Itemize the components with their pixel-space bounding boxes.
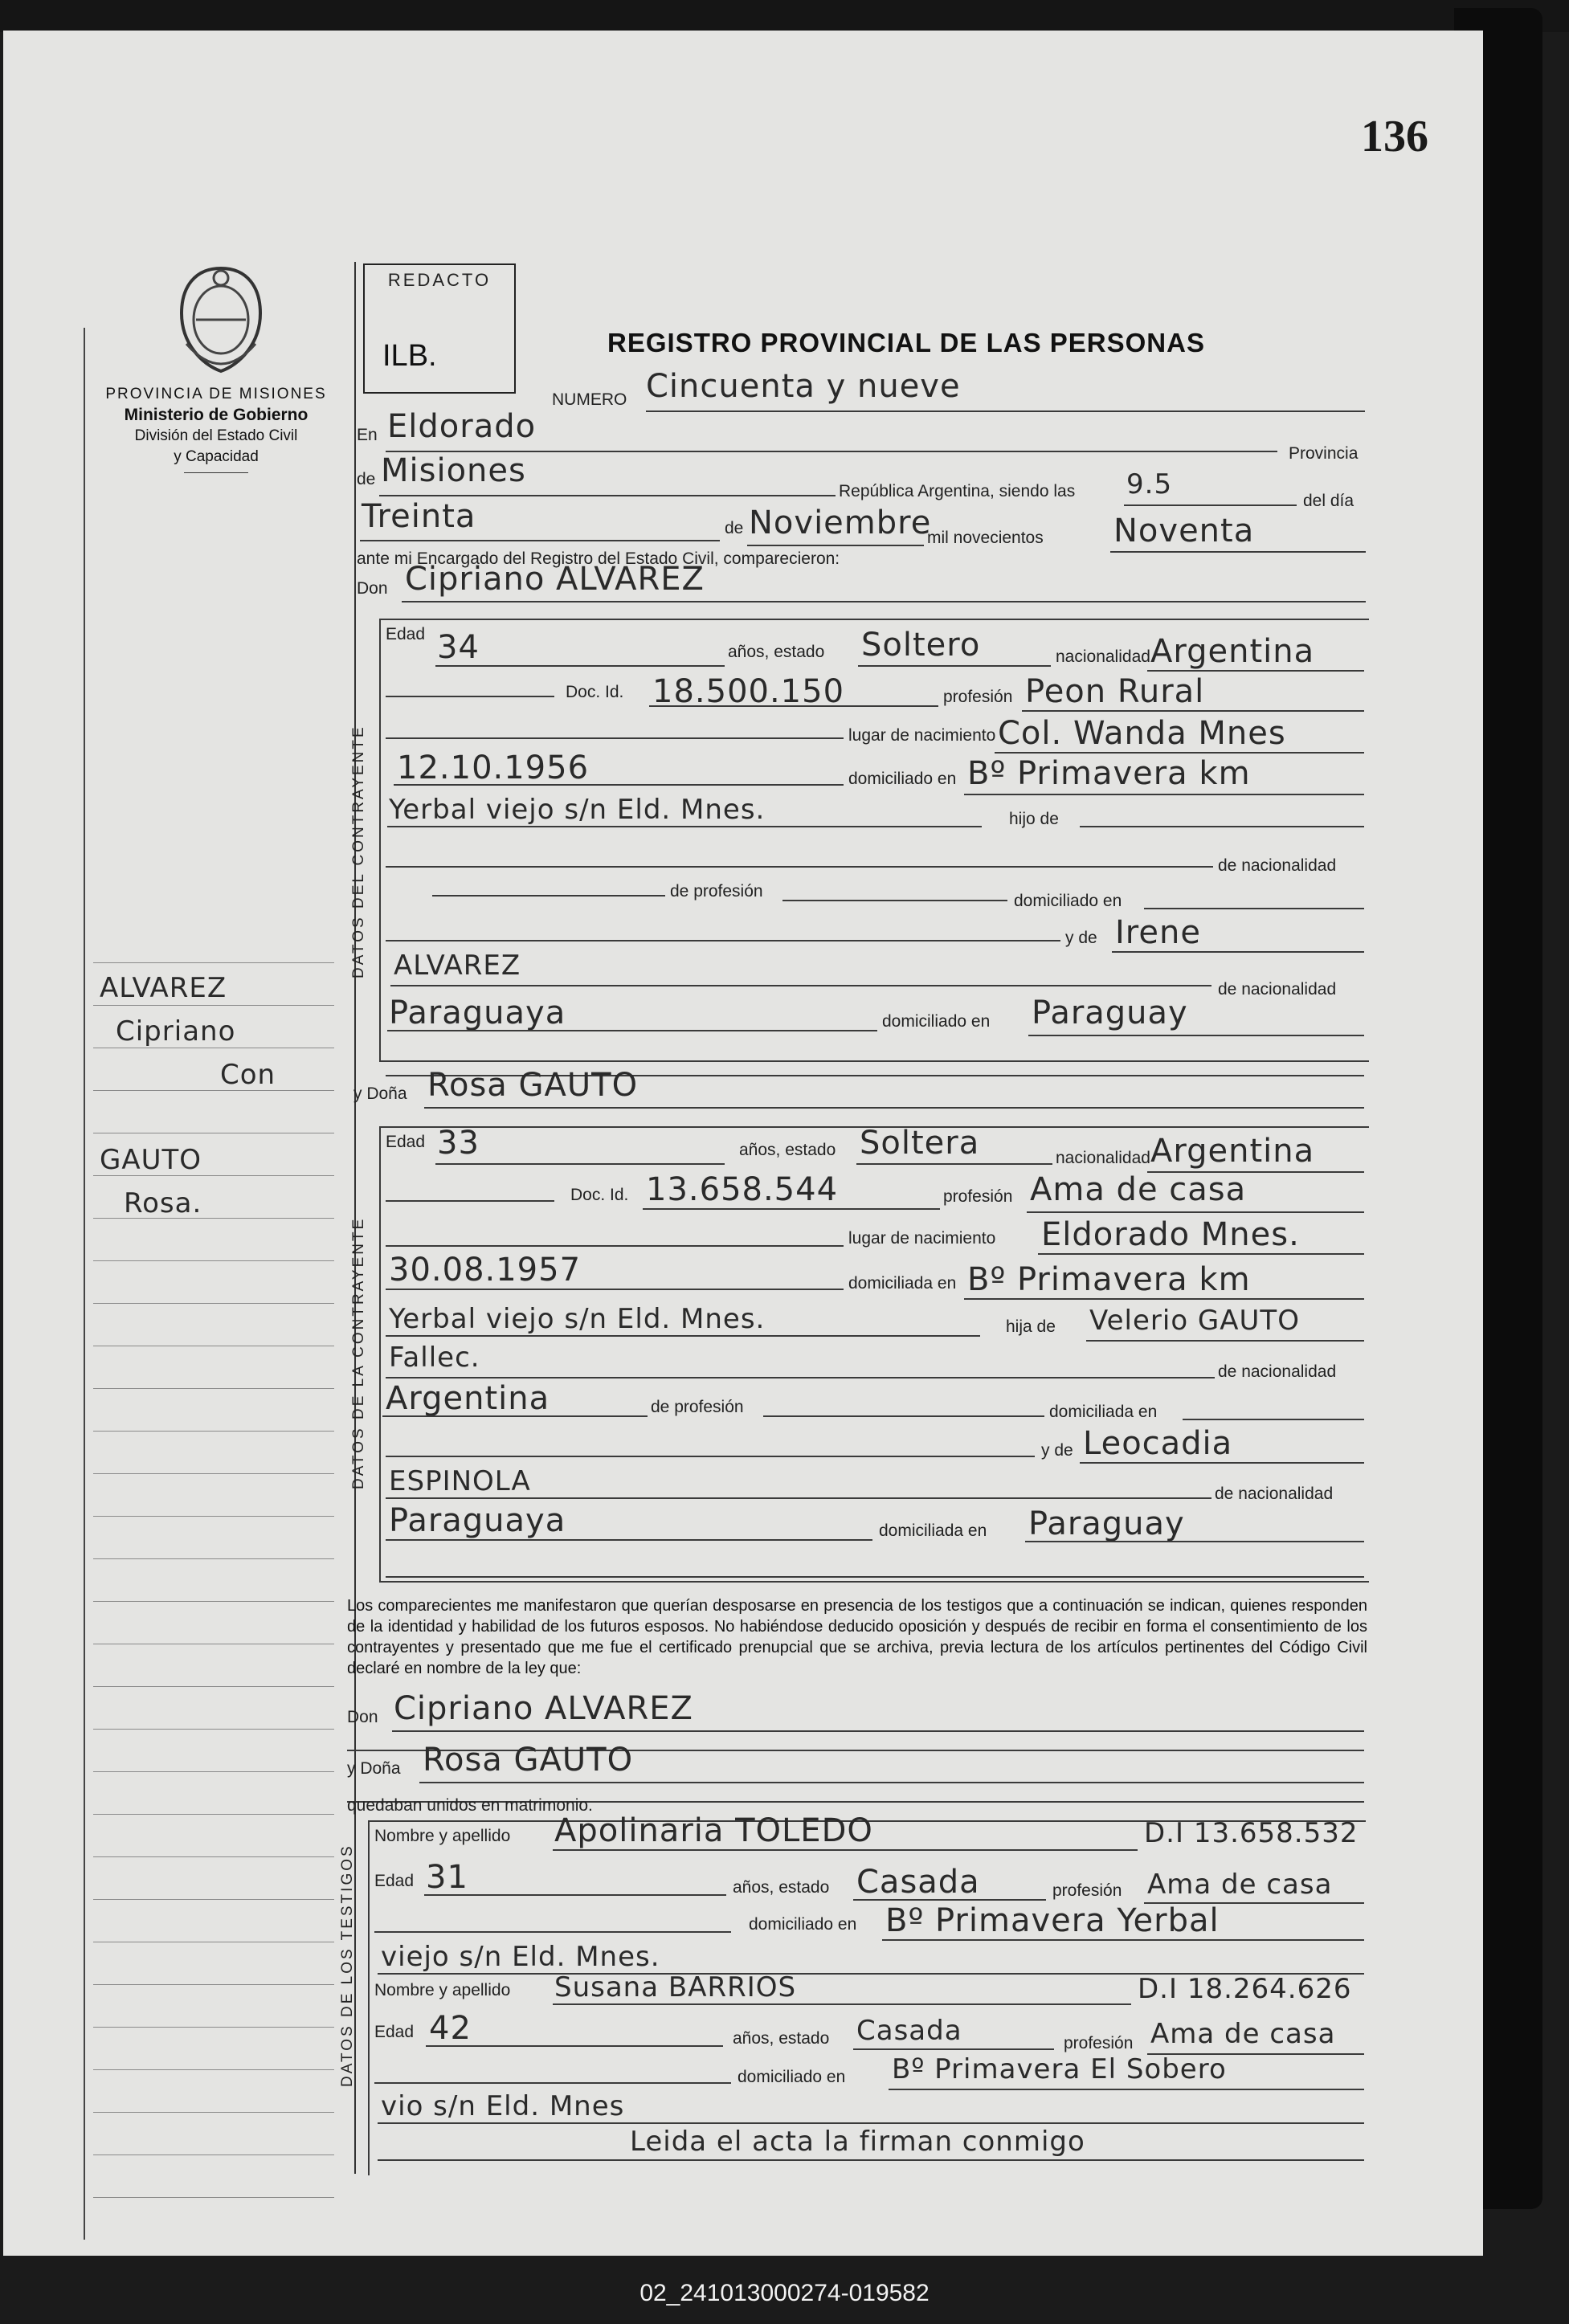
contrayente-section-label: DATOS DEL CONTRAYENTE [350, 725, 367, 978]
mes-line [747, 545, 924, 546]
margin-rule-line [93, 962, 334, 963]
contrayenta-doc-value: 13.658.544 [646, 1171, 839, 1208]
domicilio-value: Bº Primavera km [967, 755, 1251, 792]
margin-rule-line [93, 1473, 334, 1474]
doc-label: Doc. Id. [566, 683, 624, 701]
testigos-section-label: DATOS DE LOS TESTIGOS [339, 1844, 356, 2087]
margin-rule-line [93, 1005, 334, 1006]
nac-line [432, 895, 665, 897]
contrayenta-lugar-line [1038, 1253, 1364, 1255]
profesion-label: profesión [943, 688, 1013, 706]
margin-rule [84, 328, 85, 2240]
ante-label: ante mi Encargado del Registro del Estado Civil, comparecieron: [357, 549, 840, 568]
madre-nac-line [387, 1030, 877, 1031]
authority-divider [184, 472, 248, 473]
contrayenta-domicilio-value-2: Yerbal viejo s/n Eld. Mnes. [389, 1303, 766, 1335]
madre-nombre-value: Irene [1115, 914, 1201, 951]
margin-rule-line [93, 1303, 334, 1304]
contrayenta-doc-line [643, 1208, 940, 1210]
issuing-authority [84, 384, 349, 473]
margin-name-1: Cipriano [116, 1015, 236, 1048]
y-dona-line [424, 1107, 1364, 1109]
contrayenta-madre-line [1080, 1462, 1364, 1464]
t1-profesion-label: profesión [1052, 1881, 1122, 1900]
lugar-line [995, 752, 1364, 754]
contrayenta-edad-label: Edad [386, 1133, 426, 1151]
margin-rule-line [93, 1686, 334, 1687]
margin-rule-line [93, 1814, 334, 1815]
contrayenta-madre-nombre: Leocadia [1083, 1425, 1233, 1462]
nacionalidad-label: nacionalidad [1056, 647, 1150, 666]
margin-rule-line [93, 1388, 334, 1389]
contrayenta-end-line [386, 1576, 1364, 1578]
anio-value: Noventa [1113, 513, 1255, 549]
don-line [402, 601, 1366, 602]
mes-value: Noviembre [749, 504, 932, 541]
contrayenta-madre-nac-line [386, 1539, 872, 1541]
contrayenta-madre-dom-label: domiciliada en [879, 1521, 987, 1540]
margin-rule-line [93, 2154, 334, 2155]
division-line-2: y Capacidad [174, 448, 259, 465]
anio-line [1110, 551, 1366, 553]
margin-rule-line [93, 1771, 334, 1772]
t2-di-value: D.I 18.264.626 [1138, 1973, 1352, 2005]
t2-dom-2-line [378, 2122, 1364, 2124]
domiciliado-en-label: domiciliado en [1014, 892, 1122, 910]
padre-line [386, 866, 1213, 868]
contrayenta-anios-label: años, estado [739, 1141, 836, 1159]
mil-novecientos-label: mil novecientos [927, 529, 1044, 547]
padre-dom-line [386, 940, 1060, 941]
contrayenta-blank-line [386, 1456, 1035, 1457]
de-value: Misiones [381, 452, 526, 489]
domicilio-label: domiciliado en [848, 770, 957, 788]
lugar-label: lugar de nacimiento [848, 726, 996, 745]
contrayenta-domicilio-value: Bº Primavera km [967, 1261, 1251, 1298]
province-name: PROVINCIA DE MISIONES [105, 386, 327, 402]
de-profesion-label: de profesión [670, 882, 763, 901]
t2-edad-value: 42 [429, 2010, 472, 2047]
t2-edad-label: Edad [374, 2023, 415, 2041]
contrayenta-lugar-value: Eldorado Mnes. [1041, 1216, 1300, 1253]
union-don-line [392, 1730, 1364, 1732]
profesion-line [1022, 710, 1364, 712]
quedaban-text: quedaban unidos en matrimonio. [347, 1796, 593, 1815]
t1-anios-label: años, estado [733, 1878, 830, 1897]
t1-edad-line [424, 1894, 726, 1896]
t2-domicilio-value-2: vio s/n Eld. Mnes [381, 2090, 625, 2122]
declaration-text: Los comparecientes me manifestaron que querían desposarse en presencia de los testigos que a continuación se indican, quienes responden de la identidad y habilidad de los futuros esposos. No habiéndose deducido oposición y después de recibir en forma el consentimiento de los contrayentes y presentado que me fue el certificado prenupcial que se archiva, previa lectura de los artículos pertinentes del Código Civil declaré en nombre de la ley que: [347, 1597, 1367, 1677]
domicilio-value-2: Yerbal viejo s/n Eld. Mnes. [389, 794, 766, 826]
t1-estado-line [853, 1899, 1046, 1901]
t1-profesion-value: Ama de casa [1147, 1869, 1333, 1901]
numero-value: Cincuenta y nueve [646, 368, 961, 405]
fecha-nacimiento-value: 12.10.1956 [397, 749, 590, 786]
union-don-label: Don [347, 1708, 378, 1726]
t1-di-value: D.I 13.658.532 [1144, 1817, 1359, 1849]
t1-domicilio-value: Bº Primavera Yerbal [885, 1902, 1220, 1939]
provincia-label: Provincia [1289, 444, 1359, 463]
margin-rule-line [93, 2069, 334, 2070]
padre-nac-line [382, 1415, 648, 1417]
edad-line [435, 665, 725, 667]
t2-domicilio-label: domiciliado en [738, 2068, 846, 2086]
profesion-value: Peon Rural [1025, 673, 1205, 710]
lugar-value: Col. Wanda Mnes [998, 715, 1286, 752]
margin-rule-line [93, 2197, 334, 2198]
contrayenta-estado-line [856, 1163, 1052, 1165]
contrayenta-edad-value: 33 [437, 1125, 480, 1162]
contrayenta-estado-value: Soltera [860, 1125, 980, 1162]
madre-nacionalidad-label: de nacionalidad [1218, 980, 1337, 999]
contrayenta-domicilio-label: domiciliada en [848, 1274, 957, 1293]
union-dona-line [419, 1782, 1364, 1783]
madre-dom-line [1028, 1035, 1364, 1036]
contrayenta-nacionalidad-label: nacionalidad [1056, 1149, 1150, 1167]
fecha-line [394, 784, 844, 786]
edad-label: Edad [386, 625, 426, 643]
madre-domicilio-value: Paraguay [1032, 995, 1188, 1031]
union-don-value: Cipriano ALVAREZ [394, 1690, 693, 1727]
t1-nombre-line [553, 1849, 1138, 1851]
t1-edad-value: 31 [426, 1859, 468, 1896]
t1-nombre-value: Apolinaria TOLEDO [554, 1812, 873, 1849]
y-dona-label: y Doña [353, 1084, 407, 1103]
dom-line [1144, 908, 1364, 909]
t1-domicilio-label: domiciliado en [749, 1915, 857, 1934]
madre-apellido-value: ALVAREZ [394, 950, 521, 982]
registry-title: REGISTRO PROVINCIAL DE LAS PERSONAS [607, 328, 1205, 357]
padre-nacionalidad-value: Argentina [386, 1380, 550, 1417]
estado-value: Soltero [861, 627, 981, 664]
margin-rule-line [93, 1260, 334, 1261]
contrayenta-edad-line [435, 1163, 725, 1165]
union-dona-label: y Doña [347, 1759, 401, 1778]
t2-domicilio-value: Bº Primavera El Sobero [892, 2053, 1227, 2085]
t1-nombre-label: Nombre y apellido [374, 1827, 511, 1845]
contrayenta-y-de-label: y de [1041, 1441, 1073, 1460]
doc-value: 18.500.150 [652, 673, 845, 710]
contrayenta-madre-nac-label: de nacionalidad [1215, 1485, 1334, 1503]
contrayenta-prof-line [1027, 1211, 1364, 1213]
margin-rule-line [93, 1899, 334, 1900]
padre-value: Velerio GAUTO [1089, 1305, 1300, 1337]
contrayenta-profesion-label: profesión [943, 1187, 1013, 1206]
t2-nombre-line [553, 2003, 1131, 2005]
t2-edad-line [426, 2045, 723, 2047]
en-value: Eldorado [387, 408, 537, 445]
en-label: En [357, 426, 378, 444]
de-line [379, 495, 836, 496]
margin-rule-line [93, 2112, 334, 2113]
margin-rule-line [93, 1984, 334, 1985]
del-dia-label: del día [1303, 492, 1354, 510]
doc-lead-line [386, 696, 554, 697]
dia-line [360, 540, 720, 541]
union-dona-value: Rosa GAUTO [423, 1742, 634, 1779]
contrayenta-madre-domicilio: Paraguay [1028, 1505, 1185, 1542]
margin-surname-1: ALVAREZ [100, 972, 227, 1004]
margin-rule-line [93, 1090, 334, 1091]
madre-apellido-line [390, 985, 1211, 986]
don-label: Don [357, 579, 388, 598]
division-line-1: División del Estado Civil [134, 427, 298, 444]
padre-dom-line [1183, 1419, 1364, 1420]
nacionalidad-line [1147, 670, 1364, 672]
margin-surname-2: GAUTO [100, 1144, 202, 1176]
y-de-label: y de [1065, 929, 1097, 947]
closing-line [378, 2159, 1364, 2161]
t2-nombre-value: Susana BARRIOS [554, 1971, 797, 2003]
hora-line [1124, 504, 1297, 506]
hijo-de-label: hijo de [1009, 810, 1059, 828]
margin-rule-line [93, 1601, 334, 1602]
t2-dom-lead [374, 2082, 731, 2084]
nacionalidad-value: Argentina [1150, 633, 1315, 670]
contrayenta-madre-nacionalidad: Paraguaya [389, 1502, 566, 1539]
coat-of-arms-icon [170, 263, 272, 376]
t1-edad-label: Edad [374, 1872, 415, 1890]
margin-rule-line [93, 1431, 334, 1432]
t1-domicilio-value-2: viejo s/n Eld. Mnes. [381, 1941, 660, 1973]
padre-line [1086, 1340, 1364, 1342]
contrayenta-fecha-line [386, 1289, 844, 1290]
contrayenta-domiciliada-label: domiciliada en [1049, 1403, 1158, 1421]
margin-rule-line [93, 2027, 334, 2028]
domicilio-2-line [387, 826, 982, 827]
de-nacionalidad-label: de nacionalidad [1218, 856, 1337, 875]
anios-estado-label: años, estado [728, 643, 825, 661]
contrayenta-madre-apellido: ESPINOLA [389, 1465, 531, 1497]
republica-label: República Argentina, siendo las [839, 482, 1076, 500]
margin-rule-line [93, 1516, 334, 1517]
book-cover-top [0, 0, 1569, 32]
margin-name-2: Rosa. [124, 1187, 202, 1219]
t2-estado-value: Casada [856, 2015, 962, 2047]
margin-con: Con [220, 1059, 276, 1091]
madre-nacionalidad-value: Paraguaya [389, 995, 566, 1031]
redacto-label: REDACTO [387, 270, 492, 290]
madre-line [1112, 951, 1364, 953]
prof-line [782, 900, 1007, 901]
contrayenta-de-profesion-label: de profesión [651, 1398, 744, 1416]
contrayenta-de-nacionalidad-label: de nacionalidad [1218, 1362, 1337, 1381]
t2-profesion-value: Ama de casa [1150, 2018, 1336, 2050]
contrayenta-profesion-value: Ama de casa [1030, 1171, 1247, 1208]
madre-domicilio-label: domiciliado en [882, 1012, 991, 1031]
contrayenta-nacionalidad-value: Argentina [1150, 1133, 1315, 1170]
t2-anios-label: años, estado [733, 2029, 830, 2048]
padre-estado-value: Fallec. [389, 1342, 480, 1374]
doc-line [649, 705, 938, 707]
redacto-initials: ILB. [382, 339, 437, 373]
contrayenta-doc-lead [386, 1200, 554, 1202]
de-mes-label: de [725, 519, 744, 537]
page-number: 136 [1361, 112, 1428, 161]
t2-profesion-label: profesión [1064, 2034, 1134, 2052]
lugar-lead-line [386, 737, 844, 739]
hijo-line [1080, 826, 1364, 827]
estado-line [858, 665, 1051, 667]
t2-nombre-label: Nombre y apellido [374, 1981, 511, 1999]
padre-estado-line [386, 1377, 1215, 1378]
edad-value: 34 [437, 629, 480, 666]
t1-dom-lead [374, 1931, 731, 1933]
numero-label: NUMERO [552, 390, 627, 409]
contrayenta-section-label: DATOS DE LA CONTRAYENTE [350, 1216, 367, 1489]
ministry-name: Ministerio de Gobierno [124, 406, 308, 424]
don-value: Cipriano ALVAREZ [405, 561, 705, 598]
redacto-box [363, 263, 516, 394]
contrayenta-dom-2-line [386, 1335, 980, 1337]
contrayenta-madre-dom-line [1025, 1541, 1364, 1542]
margin-rule-line [93, 1856, 334, 1857]
contrayenta-dom-line [964, 1298, 1364, 1300]
de-label: de [357, 470, 376, 488]
contrayenta-madre-apellido-line [386, 1497, 1211, 1499]
closing-statement: Leida el acta la firman conmigo [630, 2126, 1085, 2158]
contrayenta-lugar-label: lugar de nacimiento [848, 1229, 996, 1248]
y-dona-value: Rosa GAUTO [427, 1067, 639, 1104]
contrayenta-doc-label: Doc. Id. [570, 1186, 629, 1204]
hija-de-label: hija de [1006, 1317, 1056, 1336]
t1-dom-line [882, 1939, 1364, 1941]
margin-rule-line [93, 1729, 334, 1730]
padre-prof-line [763, 1415, 1044, 1417]
t2-dom-line [889, 2089, 1364, 2090]
document-page [3, 31, 1483, 2256]
t2-estado-line [853, 2048, 1054, 2050]
numero-line [646, 410, 1365, 412]
domicilio-line [964, 794, 1364, 795]
t1-estado-value: Casada [856, 1864, 980, 1901]
margin-rule-line [93, 1558, 334, 1559]
contrayenta-lugar-lead [386, 1245, 844, 1247]
contrayenta-fecha-value: 30.08.1957 [389, 1252, 582, 1289]
image-id-footer: 02_241013000274-019582 [639, 2280, 930, 2306]
dia-value: Treinta [362, 498, 476, 535]
hora-value: 9.5 [1126, 468, 1173, 500]
